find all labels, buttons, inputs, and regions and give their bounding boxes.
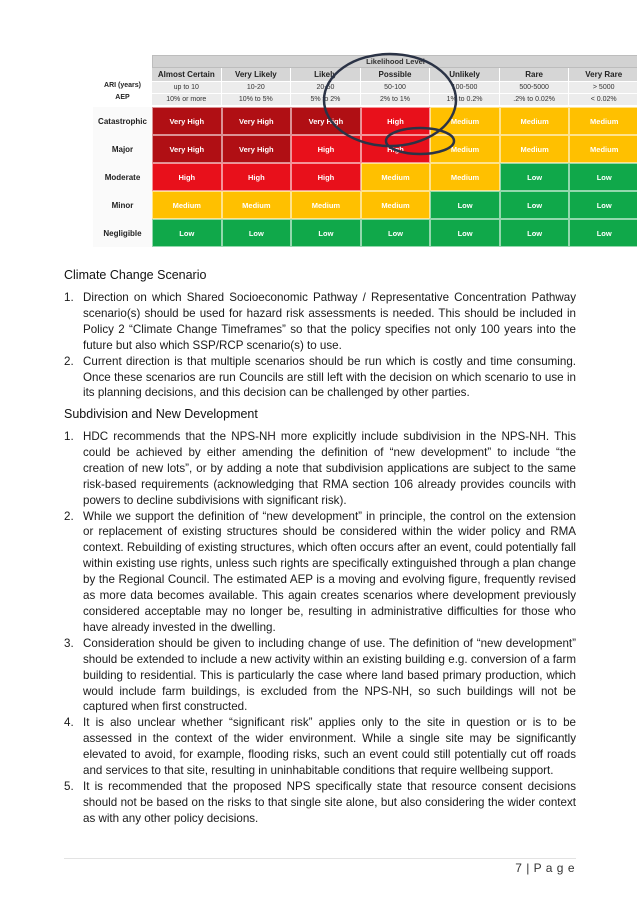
list-item xyxy=(64,429,576,509)
list-text: HDC recommends that the NPS-NH more explicitly include subdivision in the NPS-NH. This could be achieved by either amending the definition of “new development” to include “the creation of new lots”, or by adding a note that subdivision applications are subject to the same risk-based requirements (acknowledging that RMA section 106 already provides councils with powers to decline subdivisions with significant risk). xyxy=(83,430,576,507)
footer-divider xyxy=(64,858,576,859)
risk-matrix xyxy=(70,55,623,240)
list-item xyxy=(64,509,576,636)
risk-cell: High xyxy=(152,163,222,191)
ari-value: 10-20 xyxy=(222,81,292,93)
risk-cell: Medium xyxy=(152,191,222,219)
risk-cell: Medium xyxy=(222,191,292,219)
ari-value: 100-500 xyxy=(430,81,500,93)
row-label: Major xyxy=(93,135,152,163)
ari-value: 500-5000 xyxy=(500,81,570,93)
list-number: 1. xyxy=(64,430,74,443)
risk-cell: High xyxy=(291,135,361,163)
risk-cell: Low xyxy=(500,163,570,191)
column-header: Possible xyxy=(361,68,431,81)
ari-value: 20-50 xyxy=(291,81,361,93)
row-label: Minor xyxy=(93,191,152,219)
aep-value: 10% to 5% xyxy=(222,93,292,105)
ari-label: ARI (years) xyxy=(104,82,141,89)
list-text: Current direction is that multiple scenarios should be run which is costly and time consuming. Once these scenarios are run Councils are still left with the decision on which scenario to use in its planning decisions, and this decision can be challenged by other parties. xyxy=(83,354,576,400)
risk-cell: Very High xyxy=(152,107,222,135)
risk-cell: Medium xyxy=(430,107,500,135)
risk-cell: Low xyxy=(500,191,570,219)
column-header: Very Rare xyxy=(569,68,637,81)
list-number: 5. xyxy=(64,779,74,793)
list-text: Consideration should be given to including change of use. The definition of “new development” should be extended to include a new activity within an existing building e.g. conversion of a farm building to residential. This is particularly the case where land based primary production, which would include farm buildings, is excluded from the NPS-NH, so such buildings will not be captured when first constructed. xyxy=(83,636,576,714)
column-header: Almost Certain xyxy=(152,68,222,81)
aep-value: 1% to 0.2% xyxy=(430,93,500,105)
likelihood-level-title: Likelihood Level xyxy=(152,55,637,68)
climate-change-list xyxy=(64,290,576,401)
list-item xyxy=(64,354,576,402)
risk-cell: High xyxy=(222,163,292,191)
row-label: Moderate xyxy=(93,163,152,191)
risk-cell: Medium xyxy=(361,191,431,219)
list-number: 4. xyxy=(64,716,74,730)
list-number: 3. xyxy=(64,636,74,650)
risk-cell: Low xyxy=(361,219,431,247)
section-title-climate-change: Climate Change Scenario xyxy=(64,268,207,282)
row-label: Negligible xyxy=(93,219,152,247)
row-label: Catastrophic xyxy=(93,107,152,135)
risk-cell: Medium xyxy=(500,107,570,135)
risk-cell: High xyxy=(361,107,431,135)
list-text: While we support the definition of “new development” in principle, the control on the extension or replacement of existing structures should be considered within the wider policy and RMA context. Rebuilding of existing structures, which often occurs after an event, could potentially fall within existing use rights, unless such rights are specifically extinguished through a plan change by the Regional Council. The estimated AEP is a moving and evolving figure, frequently revised as more data becomes available. This again creates scenarios where development previously considered acceptable may no longer be, resulting in administrative difficulties for those who have already invested in the dwelling. xyxy=(83,509,576,634)
page-number: 7 | P a g e xyxy=(515,861,575,875)
risk-cell: Very High xyxy=(222,107,292,135)
column-header: Very Likely xyxy=(222,68,292,81)
list-number: 2. xyxy=(64,509,74,523)
aep-value: < 0.02% xyxy=(569,93,637,105)
aep-value: 5% to 2% xyxy=(291,93,361,105)
section-title-subdivision: Subdivision and New Development xyxy=(64,407,258,421)
column-header: Likely xyxy=(291,68,361,81)
list-text: It is recommended that the proposed NPS specifically state that resource consent decisions should not be based on the risks to that single site alone, but also considering the wider context as with any other policy decisions. xyxy=(83,779,576,825)
aep-value: 10% or more xyxy=(152,93,222,105)
risk-cell: Low xyxy=(430,219,500,247)
risk-cell: Very High xyxy=(152,135,222,163)
risk-cell: Medium xyxy=(569,107,637,135)
risk-cell: Medium xyxy=(500,135,570,163)
risk-cell: High xyxy=(361,135,431,163)
column-header: Rare xyxy=(500,68,570,81)
risk-cell: Low xyxy=(430,191,500,219)
ari-value: 50-100 xyxy=(361,81,431,93)
list-item xyxy=(64,779,576,827)
risk-cell: Low xyxy=(569,219,637,247)
risk-cell: High xyxy=(291,163,361,191)
list-number: 1. xyxy=(64,291,74,304)
risk-cell: Medium xyxy=(361,163,431,191)
aep-value: 2% to 1% xyxy=(361,93,431,105)
list-number: 2. xyxy=(64,354,74,368)
list-item xyxy=(64,715,576,779)
column-header: Unlikely xyxy=(430,68,500,81)
risk-cell: Low xyxy=(569,163,637,191)
risk-cell: Low xyxy=(500,219,570,247)
risk-cell: Low xyxy=(222,219,292,247)
aep-label: AEP xyxy=(115,94,130,101)
list-item xyxy=(64,636,576,716)
ari-value: > 5000 xyxy=(569,81,637,93)
risk-cell: Very High xyxy=(222,135,292,163)
ari-value: up to 10 xyxy=(152,81,222,93)
subdivision-list xyxy=(64,429,576,827)
list-item xyxy=(64,290,576,354)
risk-cell: Medium xyxy=(430,163,500,191)
risk-cell: Medium xyxy=(430,135,500,163)
list-text: It is also unclear whether “significant risk” applies only to the site in question or is to be assessed in the context of the wider environment. While a single site may be significantly elevated to avoid, for example, flooding risks, such an event could still potentially cut off roads and services to that site, resulting in uninhabitable conditions that require wellbeing support. xyxy=(83,716,576,778)
risk-cell: Medium xyxy=(569,135,637,163)
risk-cell: Medium xyxy=(291,191,361,219)
risk-cell: Low xyxy=(569,191,637,219)
risk-cell: Very High xyxy=(291,107,361,135)
aep-value: .2% to 0.02% xyxy=(500,93,570,105)
list-text: Direction on which Shared Socioeconomic Pathway / Representative Concentration Pathway scenario(s) should be used for hazard risk assessments is needed. This should be included in Policy 2 “Climate Change Timeframes” so that the policy specifies not only 100 years into the future but also which SSP/RCP scenario(s) to use. xyxy=(83,291,576,352)
risk-cell: Low xyxy=(152,219,222,247)
risk-cell: Low xyxy=(291,219,361,247)
